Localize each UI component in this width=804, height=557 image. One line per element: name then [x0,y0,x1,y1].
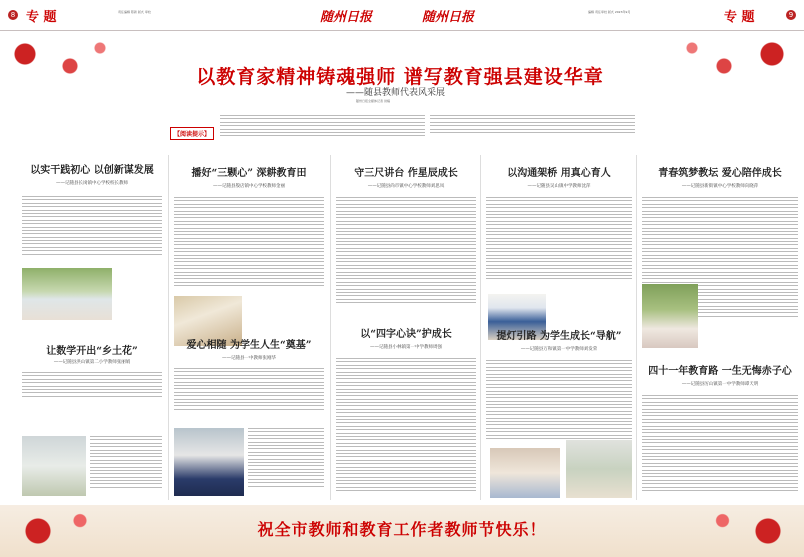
article-photo [566,440,632,498]
article-subtitle: ——记随县一中教师张刚华 [222,356,276,361]
article-title: 守三尺讲台 作星辰成长 [354,168,458,179]
article-photo [642,284,698,348]
article-subtitle: ——记随县厉山镇第一中学教师谭天明 [681,382,759,387]
article-title: 播好“三颗心” 深耕教育田 [191,168,307,179]
feature-byline: 随州日报全媒体记者 供稿 [356,99,390,103]
right-page-meta: 编辑 责任审校 版式 2023年9月 [588,10,631,14]
article-title: 让数学开出“乡土花” [46,346,138,357]
article-photo [22,268,112,320]
article-title: 提灯引路 为学生成长“导航” [496,331,622,342]
article-body [22,372,162,399]
masthead-left: 随州日报 [320,10,373,25]
article-subtitle: ——记随县长岗镇中心学校校长教师 [56,181,128,186]
column-divider [480,155,481,500]
article-title: 以“四字心诀”护成长 [360,329,452,340]
article-title: 以实干践初心 以创新谋发展 [30,165,154,176]
reading-tip-label: 【阅读提示】 [170,127,214,140]
article-subtitle: ——记随县万和镇第一中学教师刘发荣 [520,347,598,352]
masthead-right: 随州日报 [422,10,475,25]
right-section-label: 专 题 [724,10,755,25]
intro-text-left [220,115,425,139]
article-photo [174,296,242,346]
article-subtitle: ——记随县洪山镇第二小学教师张丽娟 [53,360,131,365]
left-page-meta: 责任编辑 陈新 版式 审校 [118,10,151,14]
flower-decoration-left [0,30,130,90]
page-header [0,0,804,31]
flower-decoration-right [660,30,804,90]
column-divider [636,155,637,500]
article-body [486,360,632,441]
article-title: 四十一年教育路 一生无悔赤子心 [648,366,792,377]
article-body [22,196,162,257]
article-body [336,358,476,494]
article-title: 以沟通架桥 用真心育人 [507,168,611,179]
feature-headline: 以教育家精神铸魂强师 谱写教育强县建设华章 [196,66,604,88]
intro-text-right [430,115,635,135]
article-photo [490,448,560,498]
article-subtitle: ——记随县新街镇中心学校教师向晓萍 [681,184,759,189]
left-section-label: 专 题 [26,10,57,25]
article-title: 爱心相随 为学生人生“奠基” [186,340,312,351]
feature-subhead: ——随县教师代表风采展 [346,88,446,98]
article-subtitle: ——记随县殷店镇中心学校教师金丽 [213,184,285,189]
article-body [174,197,324,289]
article-subtitle: ——记随县小林镇第一中学教师周强 [370,345,442,350]
right-page-number: 9 [786,10,796,20]
article-title: 青春筑梦教坛 爱心陪伴成长 [658,168,782,179]
article-body [248,428,324,489]
column-divider [330,155,331,500]
article-subtitle: ——记随县尚市镇中心学校教师刘思凤 [367,184,445,189]
article-body [174,368,324,412]
article-photo [174,428,244,496]
left-page-number: 8 [8,10,18,20]
article-body [642,395,798,493]
column-divider [168,155,169,500]
teachers-day-greeting: 祝全市教师和教育工作者教师节快乐！ [257,520,547,539]
article-photo [22,436,86,496]
article-body [336,197,476,306]
article-subtitle: ——记随县吴山镇中学教师沈萍 [527,184,591,189]
article-body [90,436,162,490]
article-body [486,197,632,282]
